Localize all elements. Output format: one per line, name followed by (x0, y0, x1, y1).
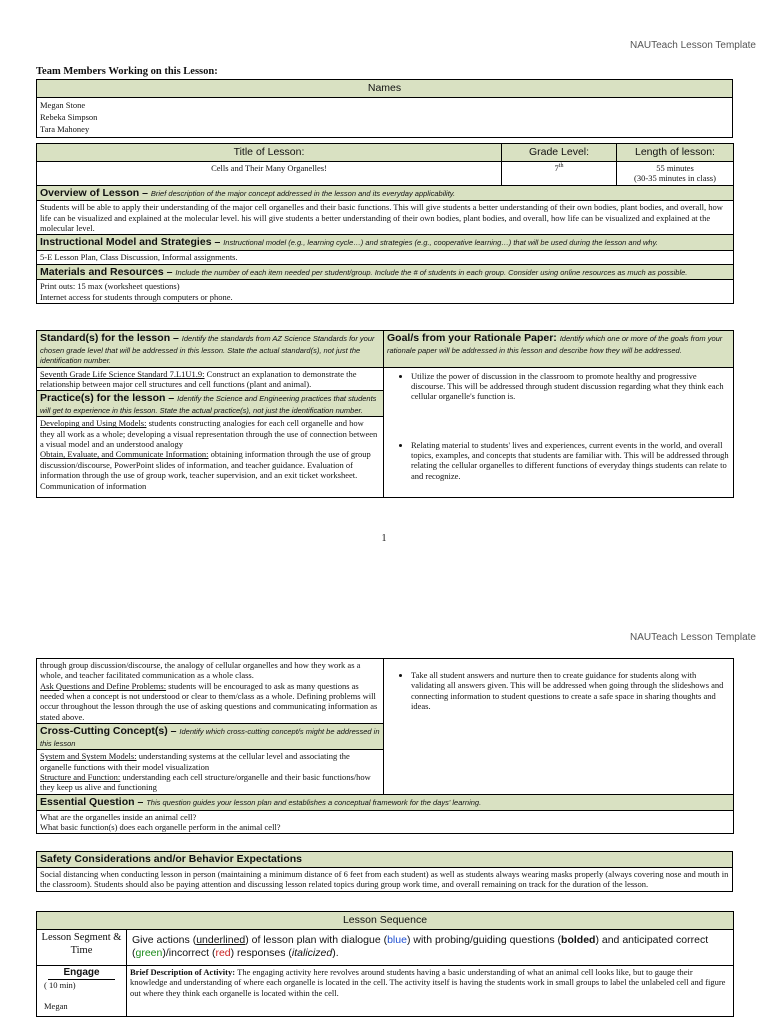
page-header: NAUTeach Lesson Template (630, 40, 756, 51)
standards-goals-table (36, 330, 733, 498)
overview-heading: Overview of Lesson – Brief description of the major concept addressed in the lesson and its everyday applicability. (37, 185, 734, 201)
lesson-info-table (36, 143, 733, 304)
name-entry: Tara Mahoney (40, 124, 90, 135)
goal-bullet: • Relating material to students' lives and experiences, current events in the world, and overall topics, examples, and concepts that students are familiar with. This will be addressed through relating the cellular organelles to different functions of everyday things students can relate to and recognize. (411, 440, 730, 481)
lesson-sequence-table (36, 911, 733, 1017)
grade-value: 7th (502, 161, 617, 185)
practices-heading: Practice(s) for the lesson – Identify the Science and Engineering practices that students will get to experience in this lesson. State the actual practice(s), not just the identification number. (37, 390, 383, 417)
materials-heading: Materials and Resources – Include the number of each item needed per student/group. Include the # of students in each group. Consider using online resources as much as possible. (37, 264, 734, 280)
practices-continued: through group discussion/discourse, the analogy of cellular organelles and how they work as a whole, and teacher facilitated communication as a whole class. Ask Questions and Define Problems: students will be encouraged to ask as many questions as needed when a concept is not understood or clear to them/class as a whole. Defining problems will occur throughout the lesson through the use of asking questions and communicating information as stated above. (40, 660, 378, 722)
name-entry: Megan Stone (40, 99, 86, 110)
standards-heading: Standard(s) for the lesson – Identify the standards from AZ Science Standards for your chosen grade level that will be addressed in this lesson. State the actual standard(s), not just the identification number. (37, 331, 384, 368)
team-heading: Team Members Working on this Lesson: (36, 66, 218, 77)
overview-body: Students will be able to apply their understanding of the major cell organelles and their basic functions. This will give students a better understanding of their own bodies, plant bodies, and overall, how life can be visualized and explained at the molecular level. his will give students a better understanding of their own bodies, plant bodies, and overall, how life can be visualized and explained at the molecular level. (37, 201, 734, 235)
length-value: 55 minutes (30-35 minutes in class) (617, 161, 734, 185)
names-table (36, 79, 733, 138)
crosscutting-heading: Cross-Cutting Concept(s) – Identify which cross-cutting concept/s might be addressed in this lesson (37, 723, 383, 750)
safety-table (36, 851, 733, 892)
essential-heading: Essential Question – This question guides your lesson plan and establishes a conceptual framework for the days' learning. (37, 794, 734, 810)
essential-body: What are the organelles inside an animal cell? What basic function(s) does each organelle perform in the animal cell? (37, 810, 734, 834)
standard-text: Seventh Grade Life Science Standard 7.L1U1.9: Construct an explanation to demonstrate the relationship between major cell structures and cell functions (plant and animal). (40, 368, 357, 389)
goals-heading: Goal/s from your Rationale Paper: Identify which one or more of the goals from your rationale paper will be addressed in this lesson and describe how they will be addressed. (384, 331, 734, 368)
sequence-instructions: Give actions (underlined) of lesson plan with dialogue (blue) with probing/guiding questions (bolded) and anticipated correct (green)/incorrect (red) responses (italicized). (127, 929, 734, 965)
practices-continued-table (36, 658, 733, 834)
goal-bullet: • Utilize the power of discussion in the classroom to promote healthy and progressive discourse. This will be addressed through student discussion regarding what they think each cellular organelle's function is. (411, 371, 730, 402)
title-label: Title of Lesson: (37, 144, 502, 162)
engage-description: Brief Description of Activity: The engaging activity here revolves around students having a basic understanding of what an animal cell looks like, but to gauge their knowledge and understanding of where each organelle is located in the cell. The activity itself is having the students work in small groups to label the unlabeled cell and figure out where they think each organelle is located within the cell. (127, 966, 734, 1017)
materials-body: Print outs: 15 max (worksheet questions) Internet access for students through computers or phone. (37, 280, 734, 304)
instructional-body: 5-E Lesson Plan, Class Discussion, Informal assignments. (37, 251, 734, 264)
goal-bullet: • Take all student answers and nurture then to create guidance for students along with validating all answers given. This will be addressed when going through the slideshows and connecting information to student questions to create a safe space in sharing thoughts and ideas. (411, 670, 730, 711)
segment-time-heading: Lesson Segment & Time (37, 929, 127, 965)
names-heading: Names (37, 80, 733, 98)
instructional-heading: Instructional Model and Strategies – Instructional model (e.g., learning cycle…) and strategies (e.g., cooperative learning…) that will be used during the lesson and why. (37, 235, 734, 251)
name-entry: Rebeka Simpson (40, 112, 98, 123)
length-label: Length of lesson: (617, 144, 734, 162)
safety-heading: Safety Considerations and/or Behavior Expectations (37, 852, 733, 868)
engage-segment: Engage ( 10 min) Megan (37, 966, 127, 1017)
safety-body: Social distancing when conducting lesson in person (maintaining a minimum distance of 6 feet from each student) as well as students always wearing masks properly (always covering nose and mouth in the classroom). Students should also be paying attention and discussing lesson related topics during group work time, and overall remaining on track for the duration of the lesson. (37, 867, 733, 891)
sequence-heading: Lesson Sequence (37, 912, 734, 930)
page-number: 1 (381, 533, 387, 544)
title-value: Cells and Their Many Organelles! (37, 161, 502, 185)
practices-body: Developing and Using Models: students constructing analogies for each cell organelle and how they all work as a whole; developing a visual representation through the use of connection between a visual model and an understood analogy Obtain, Evaluate, and Communicate Information: obtaining information through the use of group discussion/discourse, PowerPoint slides of information, and teacher guidance. Evaluation of information through the use of group work, teacher supervision, and an exit ticket worksheet. Communication of information (40, 418, 378, 491)
page-header: NAUTeach Lesson Template (630, 632, 756, 643)
crosscutting-body: System and System Models: understanding systems at the cellular level and associating the organelle functions with their model visualization Structure and Function: understanding each cell structure/organelle and their basic functions/how they keep us alive and functioning (40, 751, 371, 793)
grade-label: Grade Level: (502, 144, 617, 162)
